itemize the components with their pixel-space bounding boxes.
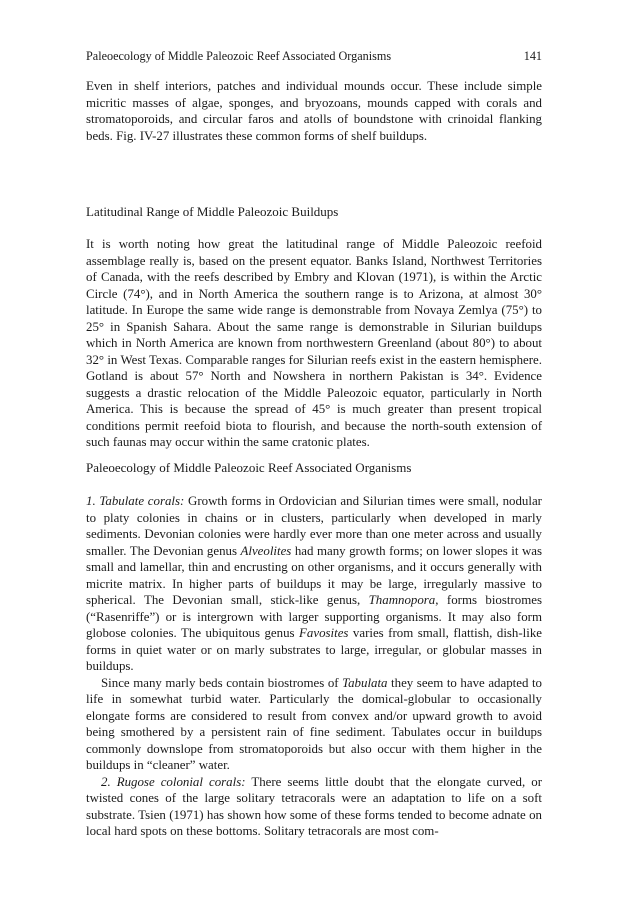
rugose-corals-label: 2. Rugose colonial corals: [101,774,246,789]
tabulate-corals-paragraph: 1. Tabulate corals: Growth forms in Ordovician and Silurian times were small, nodular to platy colonies in chains or in clusters, particularly when developed in marly sediments. Devonian colonies were hardly ever more than one meter across and usually smaller. The Devonian genus Alveolites had many growth forms; on lower slopes it was small and lamellar, thin and encrusting on other organisms, and it occurs generally with micrite matrix. In higher parts of buildups it may be large, irregularly massive to spherical. The Devonian small, stick-like genus, Thamnopora, forms biostromes (“Rasenriffe”) or is intergrown with larger supporting organisms. It may also form globose colonies. The ubiquitous genus Favosites varies from small, flattish, dish-like forms in quiet water or on marly substrates to large, irregular, or globular masses in buildups. [86,494,542,673]
genus-name: Favosites [299,626,349,640]
tabulate-corals-label: 1. Tabulate corals: [86,494,185,508]
intro-paragraph: Even in shelf interiors, patches and individual mounds occur. These include simple micritic masses of algae, sponges, and bryozoans, mounds capped with corals and stromatoporoids, and circular faros and atolls of boundstone with crinoidal flanking beds. Fig. IV-27 illustrates these common forms of shelf buildups. [86,79,542,143]
genus-name: Thamnopora [368,593,436,607]
rugose-corals-paragraph: 2. Rugose colonial corals: There seems little doubt that the elongate curved, or twisted cones of the large solitary tetracorals were an adaptation to life on a soft substrate. Tsien (1971) has shown how some of these forms tended to become adnate on local hard spots on these bottoms. Solitary tetracorals are most com- [86,774,542,838]
running-head-title: Paleoecology of Middle Paleozoic Reef Associated Organisms [86,49,392,63]
latitudinal-range-paragraph: It is worth noting how great the latitudinal range of Middle Paleozoic reefoid assemblage really is, based on the present equator. Banks Island, Northwest Territories of Canada, with the reefs described by Embry and Klovan (1971), is within the Arctic Circle (74°), and in North America the southern range is to Arizona, at almost 30° latitude. In Europe the same wide range is demonstrable from Novaya Zemlya (75°) to 25° in Spanish Sahara. About the same range is demonstrable in Silurian buildups which in North America are known from northwestern Greenland (about 80°) to about 32° in West Texas. Comparable ranges for Silurian reefs exist in the eastern hemisphere. Gotland is about 57° North and Nowshera in northern Pakistan is 34°. Evidence suggests a drastic relocation of the Middle Paleozoic equator, particularly in North America. This is because the spread of 45° is much greater than present tropical conditions permit reefoid biota to flourish, and because the north-south extension of such faunas may occur within the same cratonic plates. [86,237,542,449]
genus-name: Alveolites [240,543,292,558]
section-heading-latitudinal-range: Latitudinal Range of Middle Paleozoic Buildups [86,204,339,219]
latitudinal-range-block [86,236,542,451]
section-heading-paleoecology: Paleoecology of Middle Paleozoic Reef Associated Organisms [86,460,412,475]
intro-paragraph-block [86,78,542,144]
paleoecology-block [86,493,542,840]
genus-name: Tabulata [342,675,388,690]
page-number: 141 [523,49,542,63]
tabulata-biostromes-paragraph: Since many marly beds contain biostromes of Tabulata they seem to have adapted to life in somewhat turbid water. Particularly the domical-globular to occasionally elongate forms are considered to result from convex and/or upward growth to avoid being smothered by a persistent rain of fine sediment. Tabulates occur in buildups commonly downslope from stromatoporoids but also occur with them higher in the buildups in “cleaner” water. [86,675,542,772]
